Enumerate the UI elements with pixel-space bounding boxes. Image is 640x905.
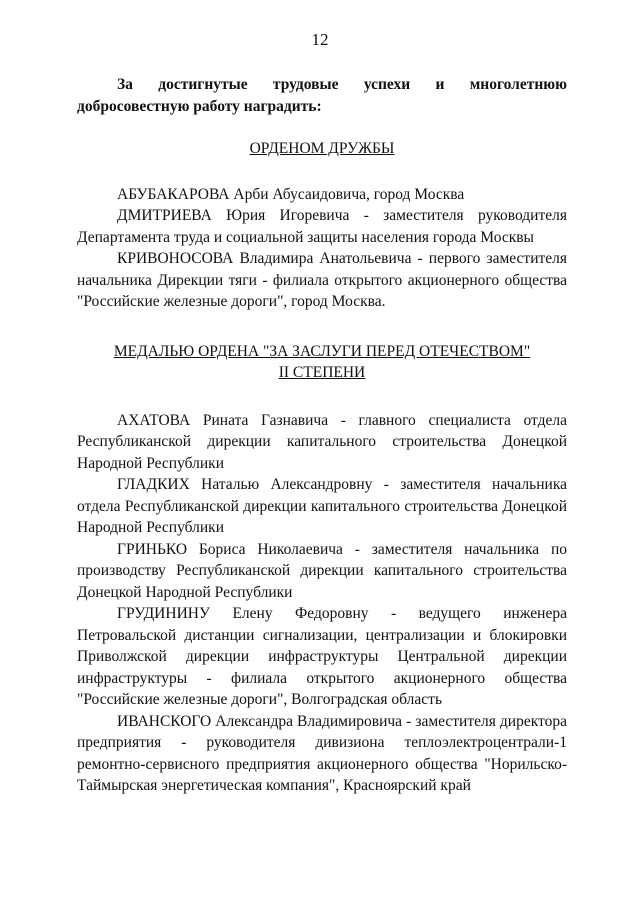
awardee-details: Елену Федоровну - ведущего инженера Петровальской дистанции сигнализации, централизации и блокировки Приволжской дирекции инфраструктуры Центральной дирекции инфраструктуры - филиала открытого акционерного общества "Российские железные дороги", Волгоградская область xyxy=(77,605,567,708)
awardee-surname: ИВАНСКОГО xyxy=(117,712,212,730)
awardee-details: Рината Газнавича - главного специалиста отдела Республиканской дирекции капитального строительства Донецкой Народной Республики xyxy=(77,411,567,472)
awardee-entry xyxy=(77,603,567,711)
awardee-details: Александра Владимировича - заместителя директора предприятия - руководителя дивизиона теплоэлектроцентрали-1 ремонтно-сервисного предприятия акционерного общества "Норильско-Таймырская энергетическая компания", Красноярский край xyxy=(77,712,568,794)
awardee-surname: КРИВОНОСОВА xyxy=(117,250,234,267)
awardee-surname: АХАТОВА xyxy=(117,411,191,429)
document-body xyxy=(77,74,567,797)
heading-line: II СТЕПЕНИ xyxy=(278,364,366,381)
awardee-surname: ГРИНЬКО xyxy=(117,540,188,558)
section-heading-medal-of-order xyxy=(77,341,567,384)
awardee-entry xyxy=(77,248,567,313)
awardee-details: Юрия Игоревича - заместителя руководителя Департамента труда и социальной защиты населения города Москвы xyxy=(77,207,567,246)
awardee-entry xyxy=(77,205,567,248)
award-intro: За достигнутые трудовые успехи и многолетнюю добросовестную работу наградить: xyxy=(77,76,567,115)
awardee-entry xyxy=(77,184,567,206)
awardee-entry xyxy=(77,474,567,539)
section-heading-order-of-friendship xyxy=(77,138,567,160)
awardee-surname: ГРУДИНИНУ xyxy=(117,605,210,622)
awardee-surname: ГЛАДКИХ xyxy=(117,476,190,493)
awardee-entry xyxy=(77,539,567,604)
awardee-entry xyxy=(77,410,567,475)
awardee-entry xyxy=(77,711,567,797)
awardee-details: Бориса Николаевича - заместителя начальника по производству Республиканской дирекции капитального строительства Донецкой Народной Республики xyxy=(77,540,568,601)
awardee-details: Арби Абусаидовича, город Москва xyxy=(233,185,465,203)
page-number: 12 xyxy=(311,30,329,49)
awardee-details: Наталью Александровну - заместителя начальника отдела Республиканской дирекции капитального строительства Донецкой Народной Республики xyxy=(77,476,567,536)
award-list-medal-of-order xyxy=(77,410,567,797)
award-list-order-of-friendship xyxy=(77,184,567,313)
awardee-details: Владимира Анатольевича - первого заместителя начальника Дирекции тяги - филиала открытого акционерного общества "Российские железные дороги", город Москва. xyxy=(77,250,568,310)
awardee-surname: ДМИТРИЕВА xyxy=(117,207,212,224)
awardee-surname: АБУБАКАРОВА xyxy=(117,185,230,203)
heading-line: МЕДАЛЬЮ ОРДЕНА "ЗА ЗАСЛУГИ ПЕРЕД ОТЕЧЕСТВОМ" xyxy=(113,342,531,360)
heading-line: ОРДЕНОМ ДРУЖБЫ xyxy=(249,140,395,157)
